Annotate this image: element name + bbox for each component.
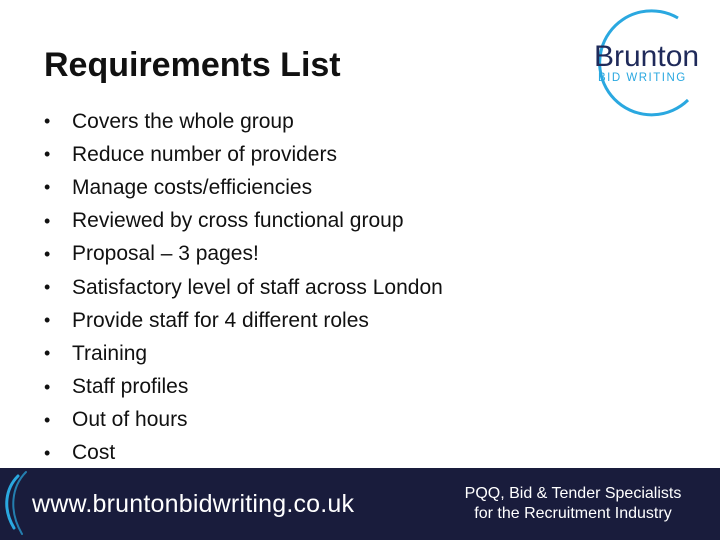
list-item bbox=[40, 105, 443, 138]
list-item bbox=[40, 371, 443, 404]
list-item-text: Satisfactory level of staff across London bbox=[72, 275, 443, 299]
logo-name: Brunton bbox=[594, 40, 700, 73]
list-item-text: Training bbox=[72, 341, 148, 365]
list-item bbox=[40, 238, 443, 271]
slide-title: Requirements List bbox=[44, 46, 341, 84]
bullet-icon: • bbox=[44, 243, 51, 264]
list-item-text: Reviewed by cross functional group bbox=[72, 209, 404, 233]
tagline-line-1: PQQ, Bid & Tender Specialists bbox=[464, 485, 682, 502]
list-item bbox=[40, 437, 443, 470]
bullet-icon: • bbox=[44, 277, 51, 298]
list-item bbox=[40, 205, 443, 238]
logo-subtitle: BID WRITING bbox=[598, 72, 687, 84]
bullet-icon: • bbox=[44, 111, 51, 132]
logo-graphic bbox=[568, 4, 720, 122]
bullet-icon: • bbox=[44, 409, 51, 430]
bullet-icon: • bbox=[44, 210, 51, 231]
footer-banner bbox=[0, 468, 720, 540]
list-item bbox=[40, 171, 443, 204]
requirements-list bbox=[40, 105, 443, 470]
tagline-line-2: for the Recruitment Industry bbox=[474, 505, 672, 522]
bullet-icon: • bbox=[44, 144, 51, 165]
list-item bbox=[40, 271, 443, 304]
bullet-icon: • bbox=[44, 177, 51, 198]
list-item bbox=[40, 337, 443, 370]
list-item-text: Out of hours bbox=[72, 408, 188, 432]
list-item bbox=[40, 304, 443, 337]
bullet-icon: • bbox=[44, 310, 51, 331]
list-item bbox=[40, 404, 443, 437]
list-item-text: Manage costs/efficiencies bbox=[72, 175, 313, 199]
bullet-icon: • bbox=[44, 343, 51, 364]
bullet-icon: • bbox=[44, 442, 51, 463]
list-item-text: Reduce number of providers bbox=[72, 142, 337, 166]
website-url[interactable]: www.bruntonbidwriting.co.uk bbox=[32, 490, 355, 518]
brunton-logo bbox=[568, 4, 720, 122]
tagline bbox=[448, 484, 698, 524]
list-item-text: Cost bbox=[72, 441, 116, 465]
list-item-text: Covers the whole group bbox=[72, 109, 294, 133]
list-item-text: Staff profiles bbox=[72, 375, 189, 399]
bullet-icon: • bbox=[44, 376, 51, 397]
list-item-text: Proposal – 3 pages! bbox=[72, 242, 259, 266]
list-item bbox=[40, 138, 443, 171]
list-item-text: Provide staff for 4 different roles bbox=[72, 308, 369, 332]
